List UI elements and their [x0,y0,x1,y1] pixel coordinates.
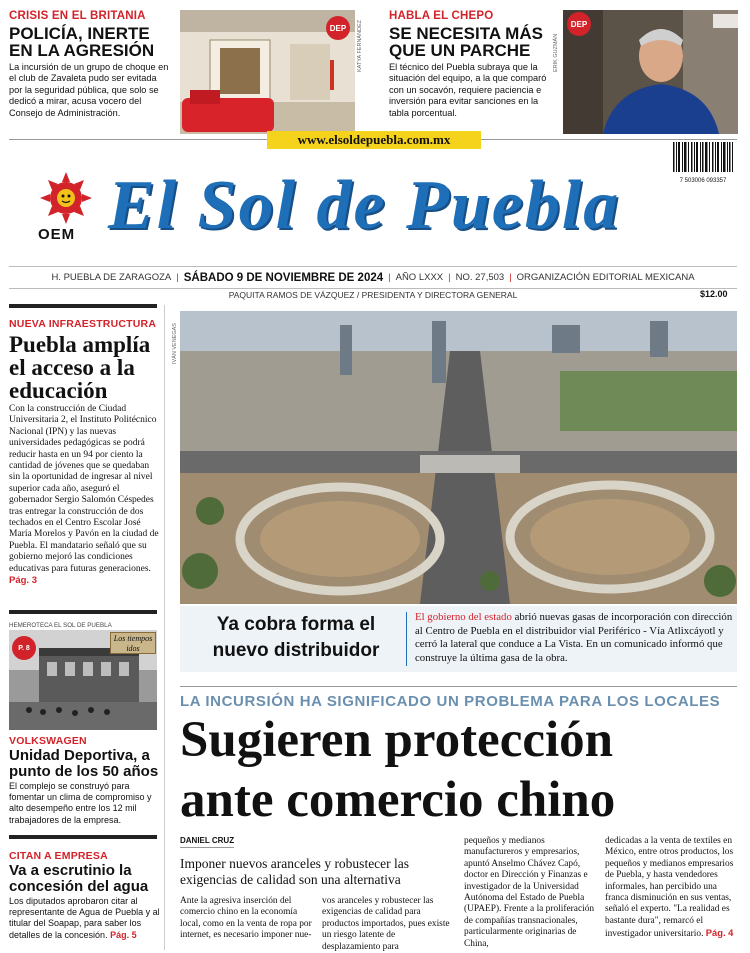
lead-kicker: LA INCURSIÓN HA SIGNIFICADO UN PROBLEMA PARA LOS LOCALES [180,693,721,710]
barcode [672,142,734,184]
caption-text: abrió nuevas gasas de incorporación con dirección al Centro de Puebla en el distribuidor vial Periférico - Vía Atlixcáyotl y cerró la lateral que conduce a La Vista. En un comunicado informó que construye la última gasa de la obra. [415,611,733,664]
vw-story[interactable] [9,735,159,826]
photo-credit: IVÁN VENEGAS [172,323,178,364]
website-url[interactable]: www.elsoldepuebla.com.mx [267,131,481,149]
story-title[interactable]: Puebla amplía el acceso a la educación [9,332,151,403]
story-title[interactable]: Va a escrutinio la concesión del agua [9,862,149,895]
teaser-chepo[interactable] [389,10,549,119]
teaser-body: El técnico del Puebla subraya que la situación del equipo, a la que comparó con un socavón, requiere paciencia e inversión para evitar sanciones en la tabla porcentual. [389,62,547,118]
highway-aerial-image [180,311,737,604]
page-ref[interactable]: Pág. 4 [705,927,734,939]
story-kicker: VOLKSWAGEN [9,735,87,747]
dateline-location: H. PUEBLA DE ZARAGOZA [51,272,172,283]
byline: DANIEL CRUZ [180,836,234,848]
story-kicker: CITAN A EMPRESA [9,850,108,862]
lead-deck: Imponer nuevos aranceles y robustecer las exigencias de calidad son una alternativa [180,856,410,887]
divider [180,686,737,687]
section-rule [9,610,157,614]
lead-column-4 [605,836,739,941]
lead-column-3: pequeños y medianos manufactureros y empresarios, apuntó Anselmo Chávez Capó, doctor en Dirección y Finanzas e investigador de la Universidad Autónoma del Estado de Puebla (UPAEP). Frente a la proliferación de compañías transnacionales, particularmente originarias de China, [464,836,595,949]
teaser-title[interactable]: POLICÍA, INERTE EN LA AGRESIÓN [9,24,155,60]
oem-logo-text: OEM [38,226,76,243]
section-rule [9,835,157,839]
section-rule [9,304,157,308]
dateline: H. PUEBLA DE ZARAGOZA | SÁBADO 9 DE NOVIEMBRE DE 2024 | AÑO LXXX | NO. 27,503 | ORGANIZACIÓN EDITORIAL MEXICANA [51,271,695,284]
photo-caption [180,606,737,672]
oem-logo[interactable] [37,172,95,224]
dateline-number: NO. 27,503 [455,272,505,283]
dateline-date: SÁBADO 9 DE NOVIEMBRE DE 2024 [183,271,384,284]
archive-label: HEMEROTECA EL SOL DE PUEBLA [9,622,112,629]
sports-badge-icon: DEP [326,16,350,40]
newspaper-name[interactable]: El Sol de Puebla [108,167,621,244]
dateline-year: AÑO LXXX [395,272,444,283]
caption-body [415,611,735,665]
story-title[interactable]: Unidad Deportiva, a punto de los 50 años [9,747,159,780]
page-ref[interactable]: Pág. 3 [9,575,37,587]
story-body: El complejo se construyó para fomentar un clima de compromiso y alto desempeño entre los 12 mil trabajadores de la empresa. [9,781,152,825]
photo-credit: KATYA FERNÁNDEZ [357,19,363,72]
divider [9,266,737,267]
sports-badge-icon: DEP [567,12,591,36]
sun-logo-icon [37,172,95,224]
story-body-text: Con la construcción de Ciudad Universitaria 2, el Instituto Politécnico Nacional (IPN) y las nuevas universidades pedagógicas se podrá reducir hasta en un 94 por ciento la cantidad de jóvenes que se quedaban sin la oportunidad de ingresar al nivel superior cada año, aseguró el gobernador Sergio Salomón Céspedes tras entregar la construcción de dos techados en el Centro Escolar José María Morelos y Pavón en la ciudad de Puebla. El mandatario señaló que su gobierno mejoró las condiciones educativas para futuras generaciones. [9,404,159,574]
lead-column-1: Ante la agresiva inserción del comercio chino en la economía local, como en la venta de ropa por internet, es necesario imponer nue- [180,896,312,941]
distributor-photo [180,311,737,604]
water-story[interactable] [9,850,161,941]
teaser-kicker: HABLA EL CHEPO [389,10,494,22]
page-badge-icon: P. 8 [12,636,36,660]
teaser-body: La incursión de un grupo de choque en el club de Zavaleta pudo ser evitada por la seguridad pública, que solo se dedicó a mirar, acusa vocero del Consejo de Administración. [9,62,169,118]
lead-column-4-text: dedicadas a la venta de textiles en México, entre otros productos, los pequeños y medianos empresarios de Puebla, y hasta vendedores informales, han percibido una franca disminución en sus ventas, señaló el experto. "La realidad es bastante dura", remarcó el investigador universitario. [605,836,734,940]
photo-credit: ERIK GUZMÁN [553,33,559,72]
caption-title[interactable]: Ya cobra forma el nuevo distribuidor [212,614,380,661]
story-kicker: NUEVA INFRAESTRUCTURA [9,318,157,330]
teaser-crisis[interactable] [9,10,169,119]
teaser-title[interactable]: SE NECESITA MÁS QUE UN PARCHE [389,24,543,60]
barcode-icon [672,142,734,172]
page-ref[interactable]: Pág. 5 [110,929,137,940]
story-body-text: Los diputados aprobaron citar al representante de Agua de Puebla y al titular del Soapap, para saber los detalles de la concesión. [9,896,160,940]
lead-column-2: vos aranceles y robustecer las exigencias de calidad para productos importados, pues existe un riesgo latente de desplazamiento para [322,896,450,952]
column-divider [164,305,165,950]
story-body [9,896,161,941]
director-line: PAQUITA RAMOS DE VÁZQUEZ / PRESIDENTA Y DIRECTORA GENERAL [228,290,518,300]
dateline-org: ORGANIZACIÓN EDITORIAL MEXICANA [516,272,695,283]
barcode-number: 7 503006 093357 [679,178,727,184]
lead-headline[interactable] [180,710,740,830]
headline-line-2: ante comercio chino [180,772,616,828]
caption-lead: El gobierno del estado [415,611,512,623]
caption-divider [406,612,407,666]
education-story[interactable] [9,318,159,588]
story-body [9,404,159,588]
archive-sign: Los tiempos idos [110,632,156,654]
price: $12.00 [700,289,728,299]
teaser-kicker: CRISIS EN EL BRITANIA [9,10,146,22]
headline-line-1: Sugieren protección [180,712,614,768]
